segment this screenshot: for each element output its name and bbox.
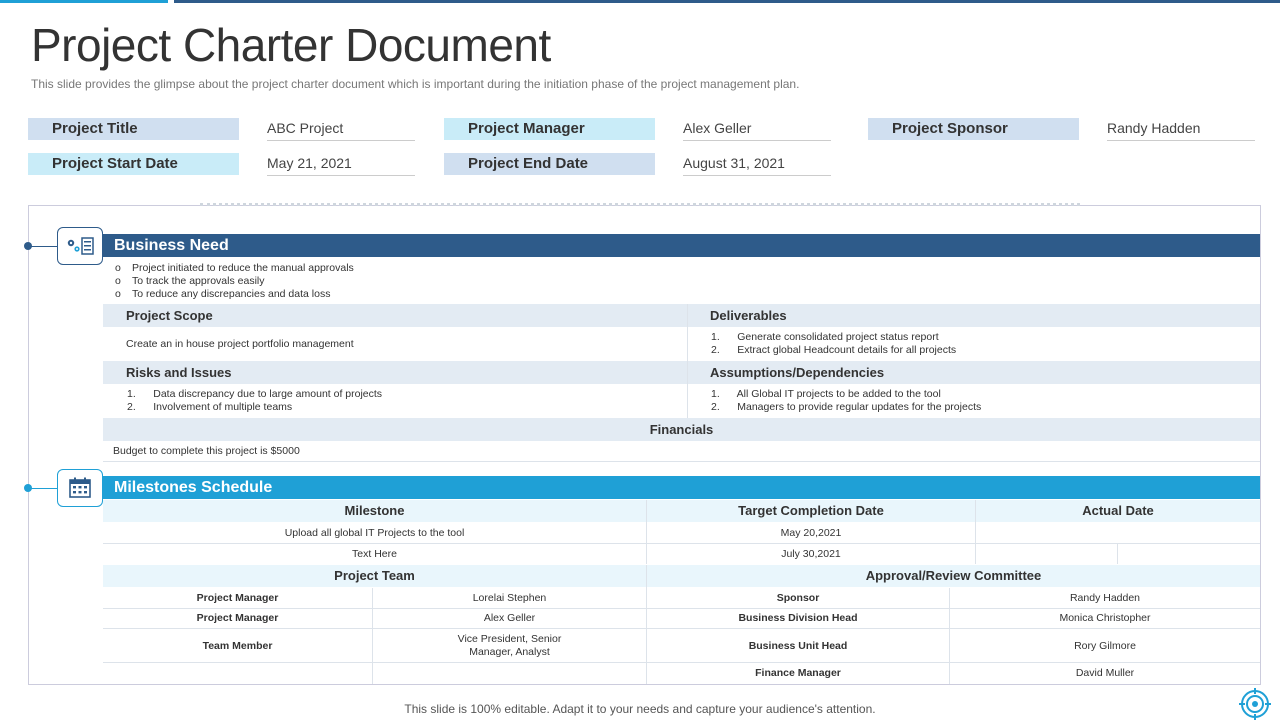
column-divider — [1117, 544, 1118, 564]
milestone-cell: Text Here — [352, 548, 397, 560]
business-need-heading: Business Need — [103, 234, 1260, 257]
milestones-heading: Milestones Schedule — [103, 476, 1260, 499]
team-role-cell — [103, 663, 372, 683]
risk-item: 2. Involvement of multiple teams — [127, 401, 293, 413]
target-logo-icon — [1239, 688, 1271, 720]
milestone-cell: Upload all global IT Projects to the tool — [284, 527, 465, 539]
col-actual-date: Actual Date — [976, 500, 1260, 522]
project-scope-text: Create an in house project portfolio management — [126, 338, 354, 350]
team-name-cell — [373, 663, 646, 683]
column-divider — [949, 588, 950, 684]
row-divider — [103, 461, 1260, 462]
project-sponsor-label: Project Sponsor — [868, 118, 1079, 140]
column-divider — [646, 500, 647, 564]
list-item: o To track the approvals easily — [115, 275, 354, 288]
committee-heading: Approval/Review Committee — [647, 565, 1260, 587]
project-title-label: Project Title — [28, 118, 239, 140]
committee-name-cell: Monica Christopher — [1059, 612, 1151, 624]
page-subtitle: This slide provides the glimpse about the project charter document which is important during the initiation phase of the project management plan. — [31, 77, 800, 91]
team-role-cell: Project Manager — [196, 592, 279, 604]
assumption-item: 1. All Global IT projects to be added to the tool — [711, 388, 941, 400]
end-date-value: August 31, 2021 — [683, 152, 831, 176]
deliverable-item: 1. Generate consolidated project status report — [711, 331, 939, 343]
calendar-icon — [57, 469, 103, 507]
actual-date-cell — [976, 523, 1260, 543]
project-manager-value: Alex Geller — [683, 117, 831, 141]
column-divider — [975, 500, 976, 564]
committee-role-cell: Finance Manager — [755, 667, 841, 679]
team-role-cell: Project Manager — [196, 612, 279, 624]
actual-date-cell — [976, 544, 1117, 564]
team-name-cell: Alex Geller — [483, 612, 536, 624]
list-item: o Project initiated to reduce the manual approvals — [115, 262, 354, 275]
team-role-cell: Team Member — [202, 639, 273, 652]
committee-role-cell: Business Unit Head — [748, 639, 848, 652]
footer-note: This slide is 100% editable. Adapt it to your needs and capture your audience's attention. — [404, 702, 876, 716]
project-manager-label: Project Manager — [444, 118, 655, 140]
project-team-heading: Project Team — [103, 565, 646, 587]
financials-heading: Financials — [103, 418, 1260, 441]
timeline-connector — [30, 488, 58, 489]
financials-text: Budget to complete this project is $5000 — [113, 445, 300, 457]
committee-name-cell: Rory Gilmore — [1074, 639, 1136, 652]
start-date-label: Project Start Date — [28, 153, 239, 175]
assumption-item: 2. Managers to provide regular updates for the projects — [711, 401, 982, 413]
col-target-date: Target Completion Date — [647, 500, 975, 522]
start-date-value: May 21, 2021 — [267, 152, 415, 176]
committee-role-cell: Sponsor — [776, 592, 820, 604]
assumptions-heading: Assumptions/Dependencies — [688, 361, 1260, 384]
column-divider — [646, 565, 647, 684]
target-date-cell: July 30,2021 — [781, 548, 841, 560]
end-date-label: Project End Date — [444, 153, 655, 175]
target-date-cell: May 20,2021 — [780, 527, 842, 539]
deliverables-heading: Deliverables — [688, 304, 1260, 327]
page-title: Project Charter Document — [31, 19, 551, 71]
committee-name-cell: David Muller — [1075, 667, 1135, 679]
gears-document-icon — [57, 227, 103, 265]
column-divider — [687, 304, 688, 418]
team-name-cell: Vice President, Senior Manager, Analyst — [457, 632, 562, 658]
top-accent-dark — [174, 0, 1280, 3]
deliverable-item: 2. Extract global Headcount details for all projects — [711, 344, 957, 356]
list-item: o To reduce any discrepancies and data loss — [115, 288, 354, 301]
risks-heading: Risks and Issues — [103, 361, 687, 384]
timeline-connector — [30, 246, 58, 247]
project-scope-heading: Project Scope — [103, 304, 687, 327]
risk-item: 1. Data discrepancy due to large amount of projects — [127, 388, 383, 400]
committee-role-cell: Business Division Head — [738, 612, 858, 624]
team-name-cell: Lorelai Stephen — [472, 592, 547, 604]
top-accent-light — [0, 0, 168, 3]
dotted-divider — [200, 203, 1080, 208]
committee-name-cell: Randy Hadden — [1069, 592, 1141, 604]
project-title-value: ABC Project — [267, 117, 415, 141]
col-milestone: Milestone — [103, 500, 646, 522]
column-divider — [372, 588, 373, 684]
business-need-bullets — [115, 262, 354, 301]
project-sponsor-value: Randy Hadden — [1107, 117, 1255, 141]
